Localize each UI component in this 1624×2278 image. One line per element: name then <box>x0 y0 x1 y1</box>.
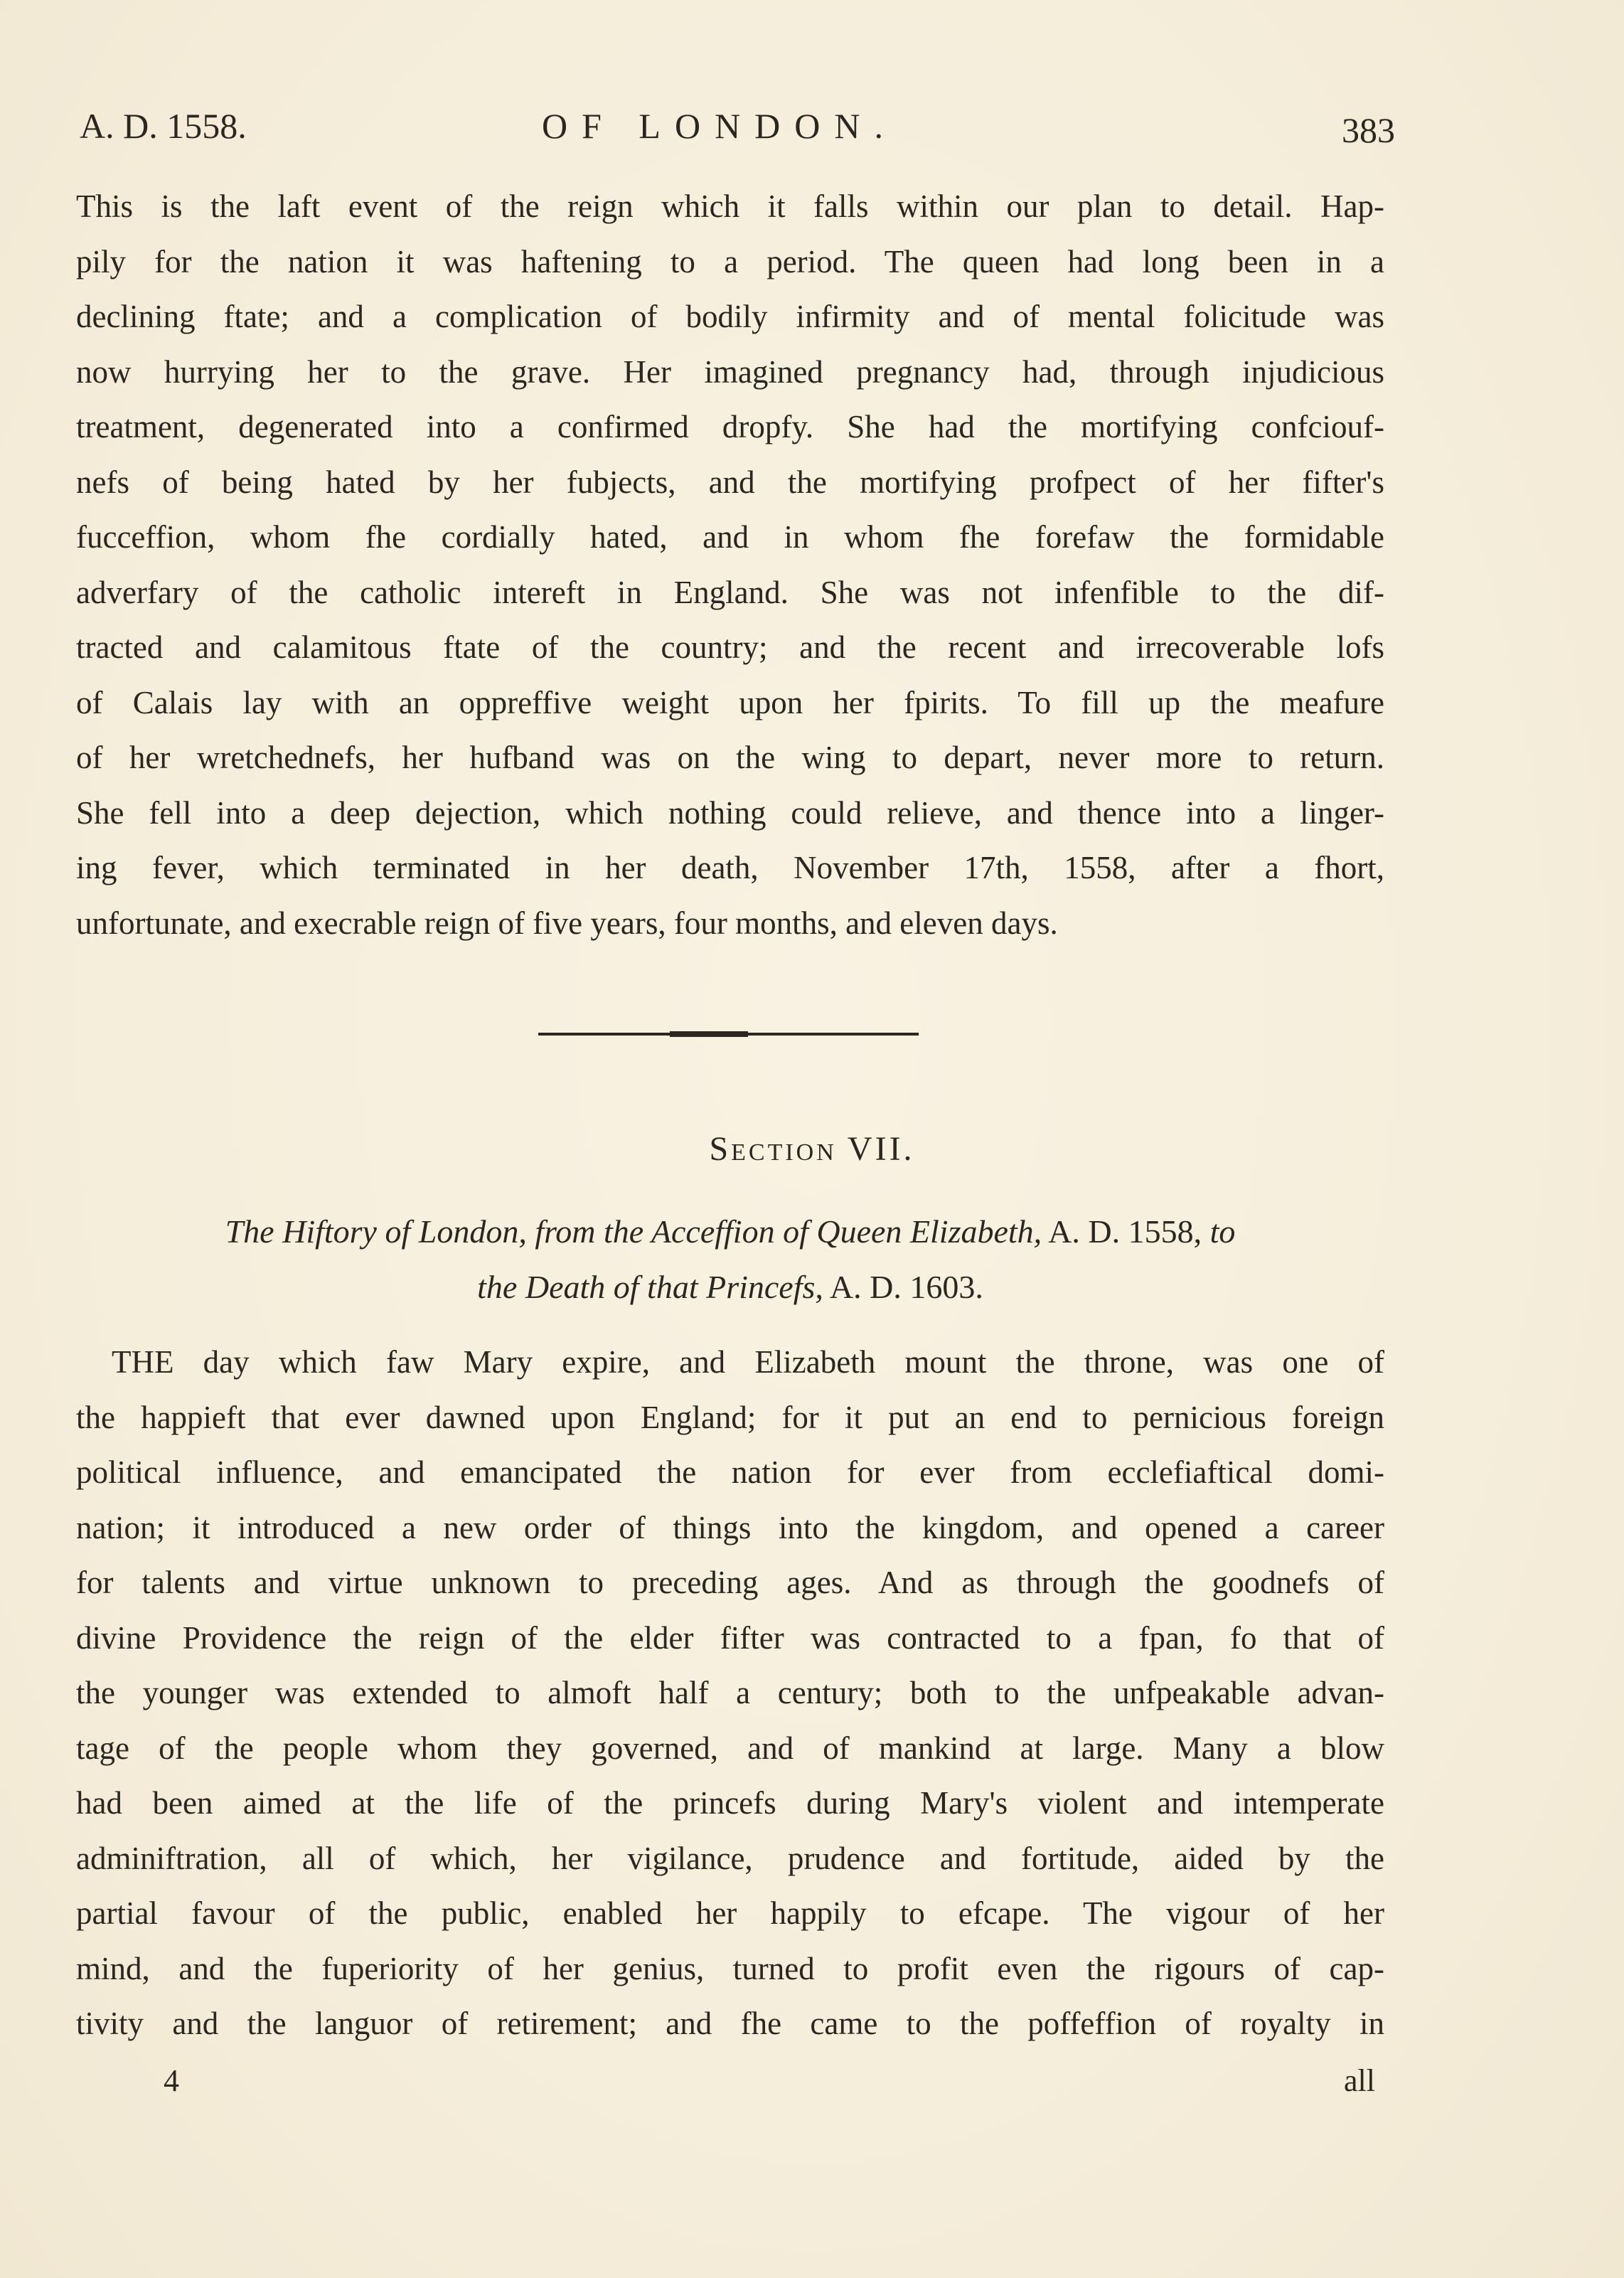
subtitle-date: A. D. 1558, <box>1048 1213 1202 1250</box>
section-divider <box>538 1033 919 1036</box>
page-number: 383 <box>1342 110 1395 150</box>
text-line: ing fever, which terminated in her death, November 17th, 1558, after a fhort, <box>76 850 1384 885</box>
section-heading <box>0 1129 1624 1169</box>
text-line: tivity and the languor of retirement; and fhe came to the poffeffion of royalty in <box>76 2006 1384 2041</box>
text-line: nefs of being hated by her fubjects, and the mortifying profpect of her fifter's <box>76 464 1384 500</box>
text-line: declining ftate; and a complication of bodily infirmity and of mental folicitude was <box>76 299 1384 334</box>
text-line: now hurrying her to the grave. Her imagined pregnancy had, through injudicious <box>76 353 1384 390</box>
text-line: adverfary of the catholic intereft in England. She was not infenfible to the dif- <box>76 574 1384 610</box>
text-line: nation; it introduced a new order of things into the kingdom, and opened a career <box>76 1509 1384 1545</box>
text-line: unfortunate, and execrable reign of five years, four months, and eleven days. <box>76 905 1058 941</box>
section-subtitle-line-2 <box>76 1268 1384 1306</box>
text-line: THE day which faw Mary expire, and Elizabeth mount the throne, was one of <box>112 1344 1384 1380</box>
text-line: the happieft that ever dawned upon England; for it put an end to pernicious foreign <box>76 1399 1384 1435</box>
text-line: of her wretchednefs, her hufband was on the wing to depart, never more to return. <box>76 740 1384 775</box>
text-line: political influence, and emancipated the nation for ever from ecclefiaftical domi- <box>76 1454 1384 1490</box>
subtitle-text: to <box>1209 1213 1236 1250</box>
subtitle-text: The Hiftory of London, from the Acceffion of Queen Elizabeth, <box>225 1213 1042 1250</box>
header-title: OF LONDON. <box>542 106 897 146</box>
text-line: adminiftration, all of which, her vigilance, prudence and fortitude, aided by the <box>76 1840 1384 1876</box>
text-line: pily for the nation it was haftening to a period. The queen had long been in a <box>76 243 1384 280</box>
section-number: VII. <box>847 1130 915 1168</box>
paragraph-mary-death <box>76 179 1384 951</box>
section-subtitle-line-1 <box>76 1213 1384 1250</box>
text-line: divine Providence the reign of the elder fifter was contracted to a fpan, fo that of <box>76 1619 1384 1656</box>
text-line: This is the laft event of the reign which it falls within our plan to detail. Hap- <box>76 188 1384 224</box>
section-label: Section <box>709 1130 837 1168</box>
text-line: tage of the people whom they governed, and of mankind at large. Many a blow <box>76 1730 1384 1766</box>
paragraph-elizabeth-accession <box>76 1335 1384 2052</box>
text-line: the younger was extended to almoft half a century; both to the unfpeakable advan- <box>76 1675 1384 1710</box>
text-line: fucceffion, whom fhe cordially hated, and in whom fhe forefaw the formidable <box>76 519 1384 555</box>
catchword: all <box>1344 2063 1375 2098</box>
subtitle-date: A. D. 1603. <box>829 1269 983 1305</box>
header-date: A. D. 1558. <box>80 106 247 146</box>
text-line: treatment, degenerated into a confirmed dropfy. She had the mortifying confciouf- <box>76 409 1384 445</box>
text-line: of Calais lay with an oppreffive weight upon her fpirits. To fill up the meafure <box>76 684 1384 720</box>
text-line: She fell into a deep dejection, which nothing could relieve, and thence into a linger- <box>76 794 1384 831</box>
running-header <box>80 105 1395 162</box>
text-line: mind, and the fuperiority of her genius, turned to profit even the rigours of cap- <box>76 1950 1384 1986</box>
signature-mark: 4 <box>164 2063 179 2098</box>
text-line: for talents and virtue unknown to preceding ages. And as through the goodnefs of <box>76 1565 1384 1600</box>
text-line: tracted and calamitous ftate of the country; and the recent and irrecoverable lofs <box>76 629 1384 665</box>
text-line: had been aimed at the life of the princefs during Mary's violent and intemperate <box>76 1785 1384 1821</box>
subtitle-text: the Death of that Princefs, <box>477 1269 823 1305</box>
text-line: partial favour of the public, enabled her happily to efcape. The vigour of her <box>76 1895 1384 1931</box>
